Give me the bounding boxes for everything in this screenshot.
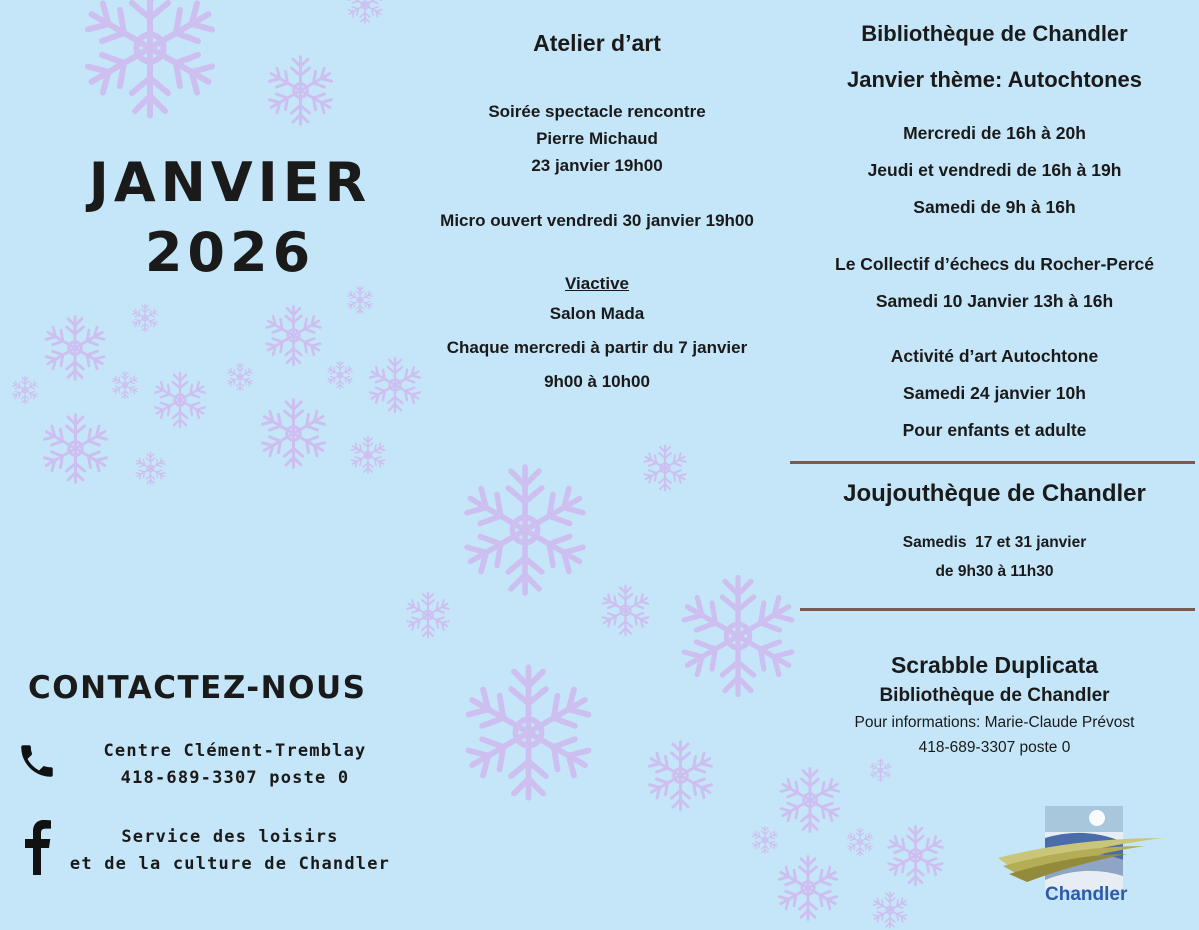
snowflake-icon	[133, 451, 168, 486]
logo-text: Chandler	[1045, 884, 1128, 905]
spectacle-line-2: Pierre Michaud	[536, 129, 658, 148]
chandler-logo	[995, 800, 1165, 908]
library-section	[790, 18, 1199, 110]
snowflake-icon	[225, 362, 255, 392]
spectacle-line-1: Soirée spectacle rencontre	[488, 102, 706, 121]
micro-event: Micro ouvert vendredi 30 janvier 19h00	[440, 211, 754, 230]
snowflake-icon	[883, 823, 948, 888]
art-title: Activité d’art Autochtone	[890, 346, 1099, 366]
snowflake-icon	[130, 303, 160, 333]
snowflake-icon	[256, 396, 331, 471]
snowflake-icon	[10, 375, 40, 405]
art-date: Samedi 24 janvier 10h	[903, 383, 1086, 403]
hours-line-2: Jeudi et vendredi de 16h à 19h	[867, 160, 1122, 180]
facebook-icon	[22, 815, 52, 875]
snowflake-icon	[775, 765, 845, 835]
snowflake-icon	[75, 0, 225, 123]
snowflake-icon	[870, 890, 910, 930]
toy-library-title: Joujouthèque de Chandler	[843, 480, 1146, 507]
library-hours	[790, 115, 1199, 226]
chess-date: Samedi 10 Janvier 13h à 16h	[875, 291, 1114, 311]
phone-number[interactable]: 418-689-3307 poste 0	[120, 768, 350, 788]
chess-title: Le Collectif d’échecs du Rocher-Percé	[835, 254, 1154, 274]
scrabble-section	[790, 648, 1199, 760]
hours-line-1: Mercredi de 16h à 20h	[903, 123, 1086, 143]
art-audience: Pour enfants et adulte	[902, 420, 1087, 440]
phone-icon	[16, 740, 58, 782]
hours-line-3: Samedi de 9h à 16h	[913, 197, 1076, 217]
snowflake-icon	[263, 53, 338, 128]
viactive-line-3: 9h00 à 10h00	[544, 372, 650, 391]
snowflake-icon	[673, 571, 803, 701]
snowflake-icon	[403, 590, 453, 640]
snowflake-icon	[455, 460, 595, 600]
snowflake-icon	[845, 827, 875, 857]
section-divider	[800, 608, 1195, 611]
month-label: JANVIER	[88, 151, 372, 214]
contact-title: CONTACTEZ-NOUS	[28, 670, 367, 706]
scrabble-title: Scrabble Duplicata	[890, 652, 1099, 678]
art-activity-section	[790, 338, 1199, 449]
snowflake-icon	[345, 285, 375, 315]
scrabble-phone[interactable]: 418-689-3307 poste 0	[918, 739, 1071, 756]
viactive-section	[408, 270, 786, 399]
snowflake-icon	[773, 853, 843, 923]
library-theme: Janvier thème: Autochtones	[846, 67, 1143, 92]
library-title: Bibliothèque de Chandler	[861, 21, 1128, 46]
viactive-line-2: Chaque mercredi à partir du 7 janvier	[446, 338, 748, 357]
spectacle-line-3: 23 janvier 19h00	[531, 156, 663, 175]
snowflake-icon	[325, 360, 355, 390]
facebook-line-1: Service des loisirs	[121, 827, 339, 847]
phone-place: Centre Clément-Tremblay	[103, 741, 367, 761]
phone-contact	[70, 738, 400, 792]
year-label: 2026	[144, 221, 316, 284]
month-heading	[60, 148, 400, 288]
atelier-title: Atelier d’art	[533, 30, 661, 56]
snowflake-icon	[868, 758, 893, 783]
snowflake-icon	[643, 738, 718, 813]
snowflake-icon	[261, 303, 326, 368]
snowflake-icon	[348, 435, 388, 475]
section-divider	[790, 461, 1195, 464]
scrabble-info: Pour informations: Marie-Claude Prévost	[854, 714, 1135, 731]
snowflake-icon	[598, 583, 653, 638]
facebook-line-2: et de la culture de Chandler	[69, 854, 391, 874]
snowflake-icon	[40, 313, 110, 383]
viactive-title: Viactive	[565, 274, 629, 293]
snowflake-icon	[345, 0, 385, 25]
viactive-line-1: Salon Mada	[549, 304, 645, 323]
snowflake-icon	[640, 443, 690, 493]
joujoutheque-section	[790, 478, 1199, 586]
spectacle-event	[408, 98, 786, 179]
snowflake-icon	[750, 825, 780, 855]
chess-section	[790, 246, 1199, 320]
snowflake-icon	[38, 411, 113, 486]
toy-line-2: de 9h30 à 11h30	[935, 563, 1054, 580]
snowflake-icon	[150, 370, 210, 430]
toy-line-1: Samedis 17 et 31 janvier	[902, 534, 1087, 551]
snowflake-icon	[456, 660, 601, 805]
scrabble-place: Bibliothèque de Chandler	[879, 685, 1110, 706]
snowflake-icon	[110, 370, 140, 400]
facebook-contact[interactable]	[55, 824, 405, 878]
